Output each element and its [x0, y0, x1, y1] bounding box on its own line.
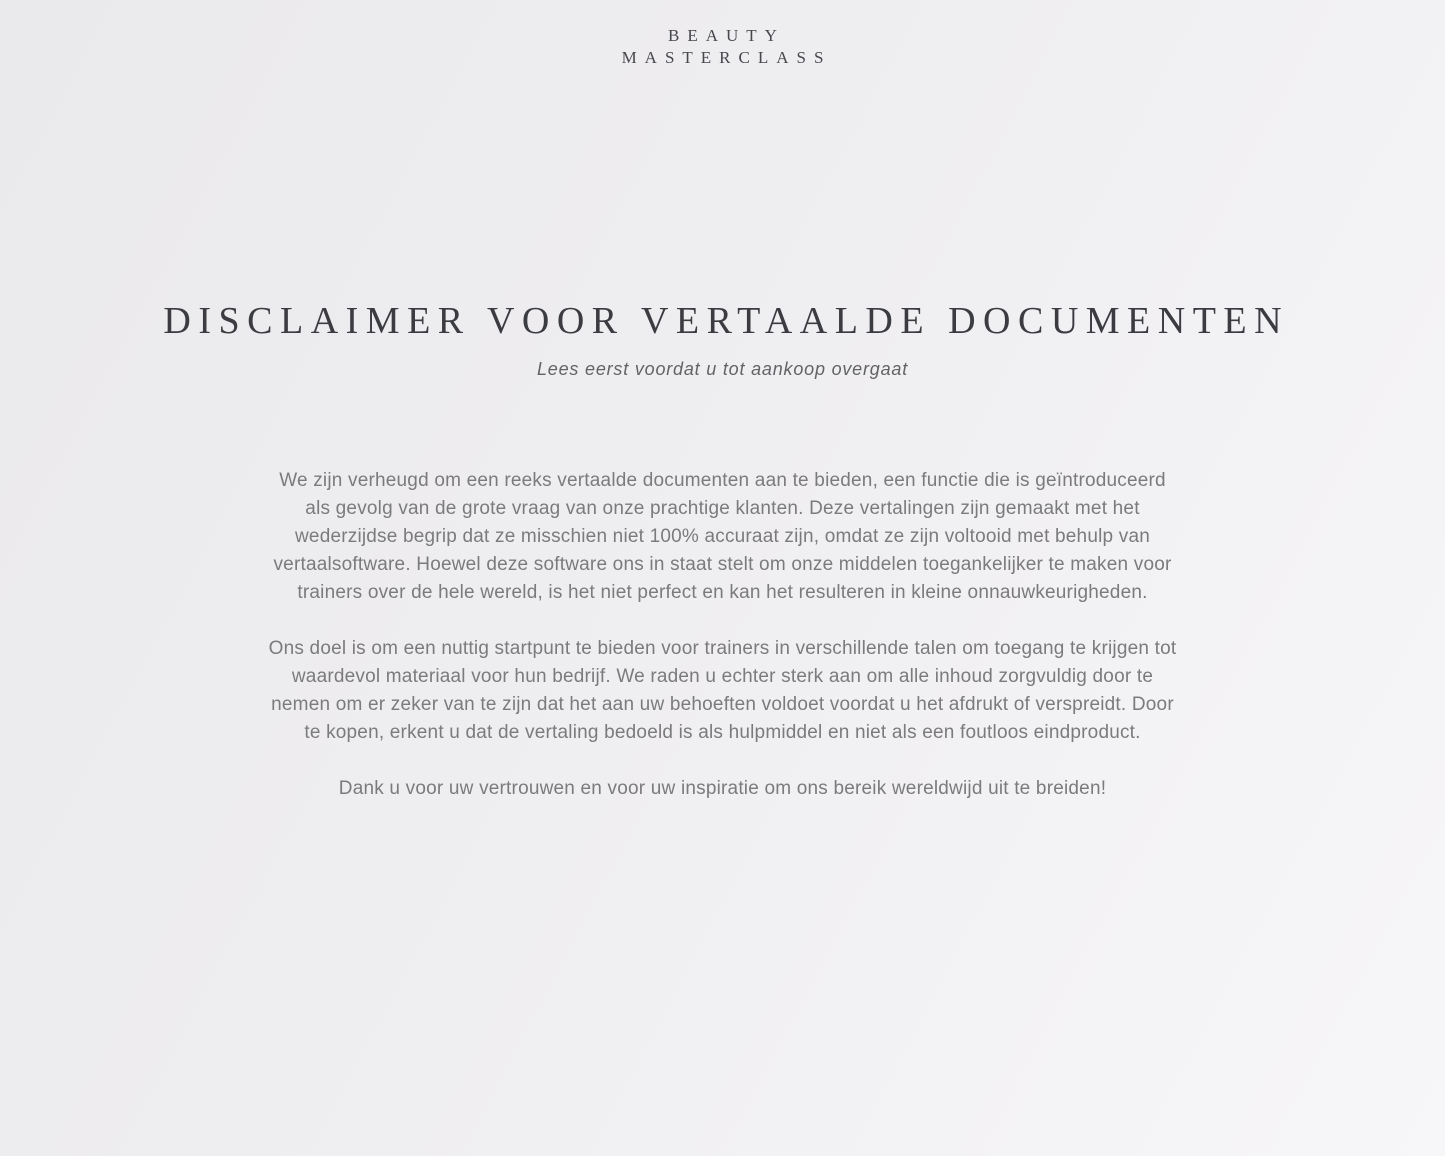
paragraph-translation-intro: We zijn verheugd om een reeks vertaalde documenten aan te bieden, een functie die is geïntroduceerd als gevolg van de grote vraag van onze prachtige klanten. Deze vertalingen zijn gemaakt met het wederzijdse begrip dat ze misschien niet 100% accuraat zijn, omdat ze zijn voltooid met behulp van vertaalsoftware. Hoewel deze software ons in staat stelt om onze middelen toegankelijker te maken voor trainers over de hele wereld, is het niet perfect en kan het resulteren in kleine onnauwkeurigheden. — [273, 470, 1172, 603]
brand-logo — [0, 0, 1445, 69]
body-text — [268, 467, 1178, 803]
page-subtitle: Lees eerst voordat u tot aankoop overgaat — [536, 359, 909, 379]
page-title: DISCLAIMER VOOR VERTAALDE DOCUMENTEN — [163, 300, 1290, 342]
paragraph-thank-you: Dank u voor uw vertrouwen en voor uw inspiratie om ons bereik wereldwijd uit te breiden! — [338, 778, 1107, 799]
paragraph-purpose-and-terms: Ons doel is om een nuttig startpunt te bieden voor trainers in verschillende talen om toegang te krijgen tot waardevol materiaal voor hun bedrijf. We raden u echter sterk aan om alle inhoud zorgvuldig door te nemen om er zeker van te zijn dat het aan uw behoeften voldoet voordat u het afdrukt of verspreidt. Door te kopen, erkent u dat de vertaling bedoeld is als hulpmiddel en niet als een foutloos eindproduct. — [268, 638, 1177, 743]
content-area — [0, 297, 1445, 803]
brand-name-line2: MASTERCLASS — [621, 48, 832, 67]
brand-name-line1: BEAUTY — [668, 26, 785, 45]
